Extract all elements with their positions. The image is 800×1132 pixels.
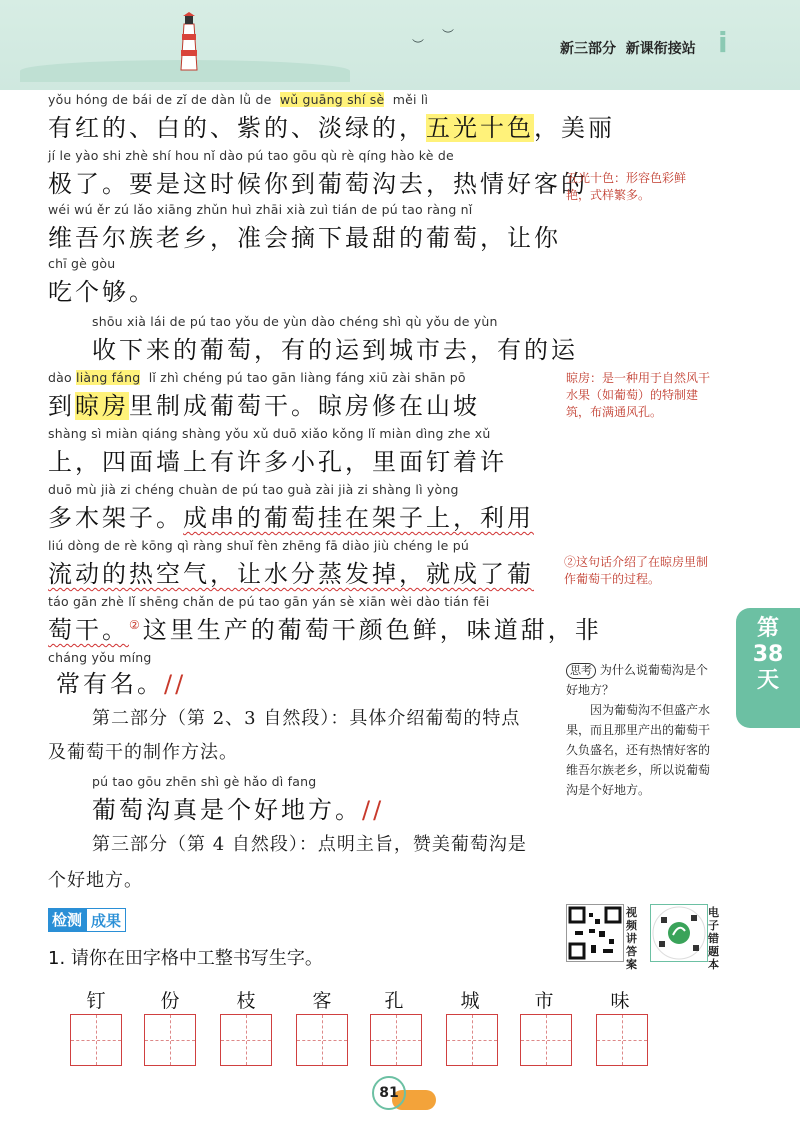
summary-line: 个好地方。 (48, 870, 143, 891)
section-break-mark: // (164, 670, 187, 698)
header-decoration: ⅰ (718, 26, 728, 59)
text-line: 流动的热空气，让水分蒸发掉，就成了葡 (48, 560, 534, 588)
writing-grid[interactable] (70, 1014, 122, 1066)
think-answer: 因为葡萄沟不但盛产水果，而且那里产出的葡萄干久负盛名，还有热情好客的维吾尔族老乡，所以说葡萄沟是个好地方。 (566, 703, 711, 797)
think-box (566, 660, 716, 800)
qr-label-error-book: 电子错题本 (708, 906, 719, 971)
check-title (48, 908, 126, 932)
text-line: 吃个够。 (48, 278, 156, 306)
char-label: 城 (460, 990, 480, 1012)
char-label: 份 (160, 990, 180, 1012)
char-label: 市 (534, 990, 554, 1012)
pinyin-line: shōu xià lái de pú tao yǒu de yùn dào chéng shì qù yǒu de yùn (92, 314, 498, 329)
note-marker: ② (129, 618, 143, 632)
pinyin-line: dào liàng fáng lǐ zhì chéng pú tao gān liàng fáng xiū zài shān pō (48, 370, 466, 385)
day-tab-number: 38 (752, 642, 784, 667)
char-label: 枝 (236, 990, 256, 1012)
pinyin-line: jí le yào shi zhè shí hou nǐ dào pú tao gōu qù rè qíng hào kè de (48, 148, 454, 163)
text-line: 收下来的葡萄，有的运到城市去，有的运 (92, 336, 578, 364)
text-line: 到晾房里制成葡萄干。晾房修在山坡 (48, 392, 480, 420)
pinyin-line: táo gān zhè lǐ shēng chǎn de pú tao gān yán sè xiān wèi dào tián fēi (48, 594, 490, 609)
qr-icon (651, 905, 707, 961)
writing-grid[interactable] (220, 1014, 272, 1066)
bird-icon: ︶ (412, 38, 425, 52)
note-wuguangshise: 五光十色：形容色彩鲜艳，式样繁多。 (566, 171, 687, 202)
check-title-b: 成果 (86, 908, 126, 932)
text-line: 有红的、白的、紫的、淡绿的，五光十色，美丽 (48, 114, 615, 142)
page-number: 81 (372, 1076, 406, 1110)
pinyin-line: shàng sì miàn qiáng shàng yǒu xǔ duō xiǎo kǒng lǐ miàn dìng zhe xǔ (48, 426, 491, 441)
qr-code-error-book[interactable] (650, 904, 708, 962)
text-line: 多木架子。成串的葡萄挂在架子上，利用 (48, 504, 534, 532)
pinyin-line: chī gè gòu (48, 256, 116, 271)
day-tab-suffix: 天 (756, 668, 779, 693)
qr-icon (567, 905, 623, 961)
pinyin-line: yǒu hóng de bái de zǐ de dàn lǜ de wǔ guāng shí sè měi lì (48, 92, 429, 107)
pinyin-line: liú dòng de rè kōng qì ràng shuǐ fèn zhēng fā diào jiù chéng le pú (48, 538, 469, 553)
day-tab-prefix: 第 (756, 616, 779, 641)
writing-grid[interactable] (296, 1014, 348, 1066)
note-process: ②这句话介绍了在晾房里制作葡萄干的过程。 (564, 555, 709, 586)
section-break-mark: // (362, 796, 385, 824)
think-tag: 思考 (566, 663, 596, 679)
check-title-a: 检测 (48, 908, 86, 932)
day-tab (736, 608, 800, 728)
text-line: 萄干。②这里生产的葡萄干颜色鲜，味道甜，非 (48, 616, 602, 644)
qr-label-video: 视频讲答案 (626, 906, 637, 971)
writing-grid[interactable] (520, 1014, 572, 1066)
note-liangfang: 晾房：是一种用于自然风干水果（如葡萄）的特制建筑，布满通风孔。 (566, 371, 711, 419)
pinyin-line: duō mù jià zi chéng chuàn de pú tao guà zài jià zi shàng lì yòng (48, 482, 459, 497)
text-line: 极了。要是这时候你到葡萄沟去，热情好客的 (48, 170, 588, 198)
writing-grid[interactable] (144, 1014, 196, 1066)
text-line: 维吾尔族老乡，准会摘下最甜的葡萄，让你 (48, 224, 561, 252)
qr-code-video[interactable] (566, 904, 624, 962)
pinyin-line: cháng yǒu míng (48, 650, 152, 665)
char-label: 味 (610, 990, 630, 1012)
summary-line: 及葡萄干的制作方法。 (48, 742, 238, 763)
text-line: 常有名。// (56, 670, 187, 698)
writing-grid[interactable] (596, 1014, 648, 1066)
lighthouse-icon (176, 12, 202, 72)
writing-grid[interactable] (370, 1014, 422, 1066)
writing-grid[interactable] (446, 1014, 498, 1066)
char-label: 钉 (86, 990, 106, 1012)
pinyin-line: wéi wú ěr zú lǎo xiāng zhǔn huì zhāi xià zuì tián de pú tao ràng nǐ (48, 202, 473, 217)
char-label: 孔 (384, 990, 404, 1012)
summary-line: 第三部分（第 4 自然段）：点明主旨，赞美葡萄沟是 (92, 834, 527, 855)
think-question: 为什么说葡萄沟是个好地方？ (566, 663, 708, 697)
text-line: 葡萄沟真是个好地方。// (92, 796, 385, 824)
header-section-title: 新三部分 新课衔接站 (560, 41, 696, 57)
text-line: 上，四面墙上有许多小孔，里面钉着许 (48, 448, 507, 476)
pinyin-line: pú tao gōu zhēn shì gè hǎo dì fang (92, 774, 317, 789)
task-instruction: 1. 请你在田字格中工整书写生字。 (48, 948, 323, 969)
bird-icon: ︶ (442, 28, 455, 42)
summary-line: 第二部分（第 2、3 自然段）：具体介绍葡萄的特点 (92, 708, 521, 729)
char-label: 客 (312, 990, 332, 1012)
